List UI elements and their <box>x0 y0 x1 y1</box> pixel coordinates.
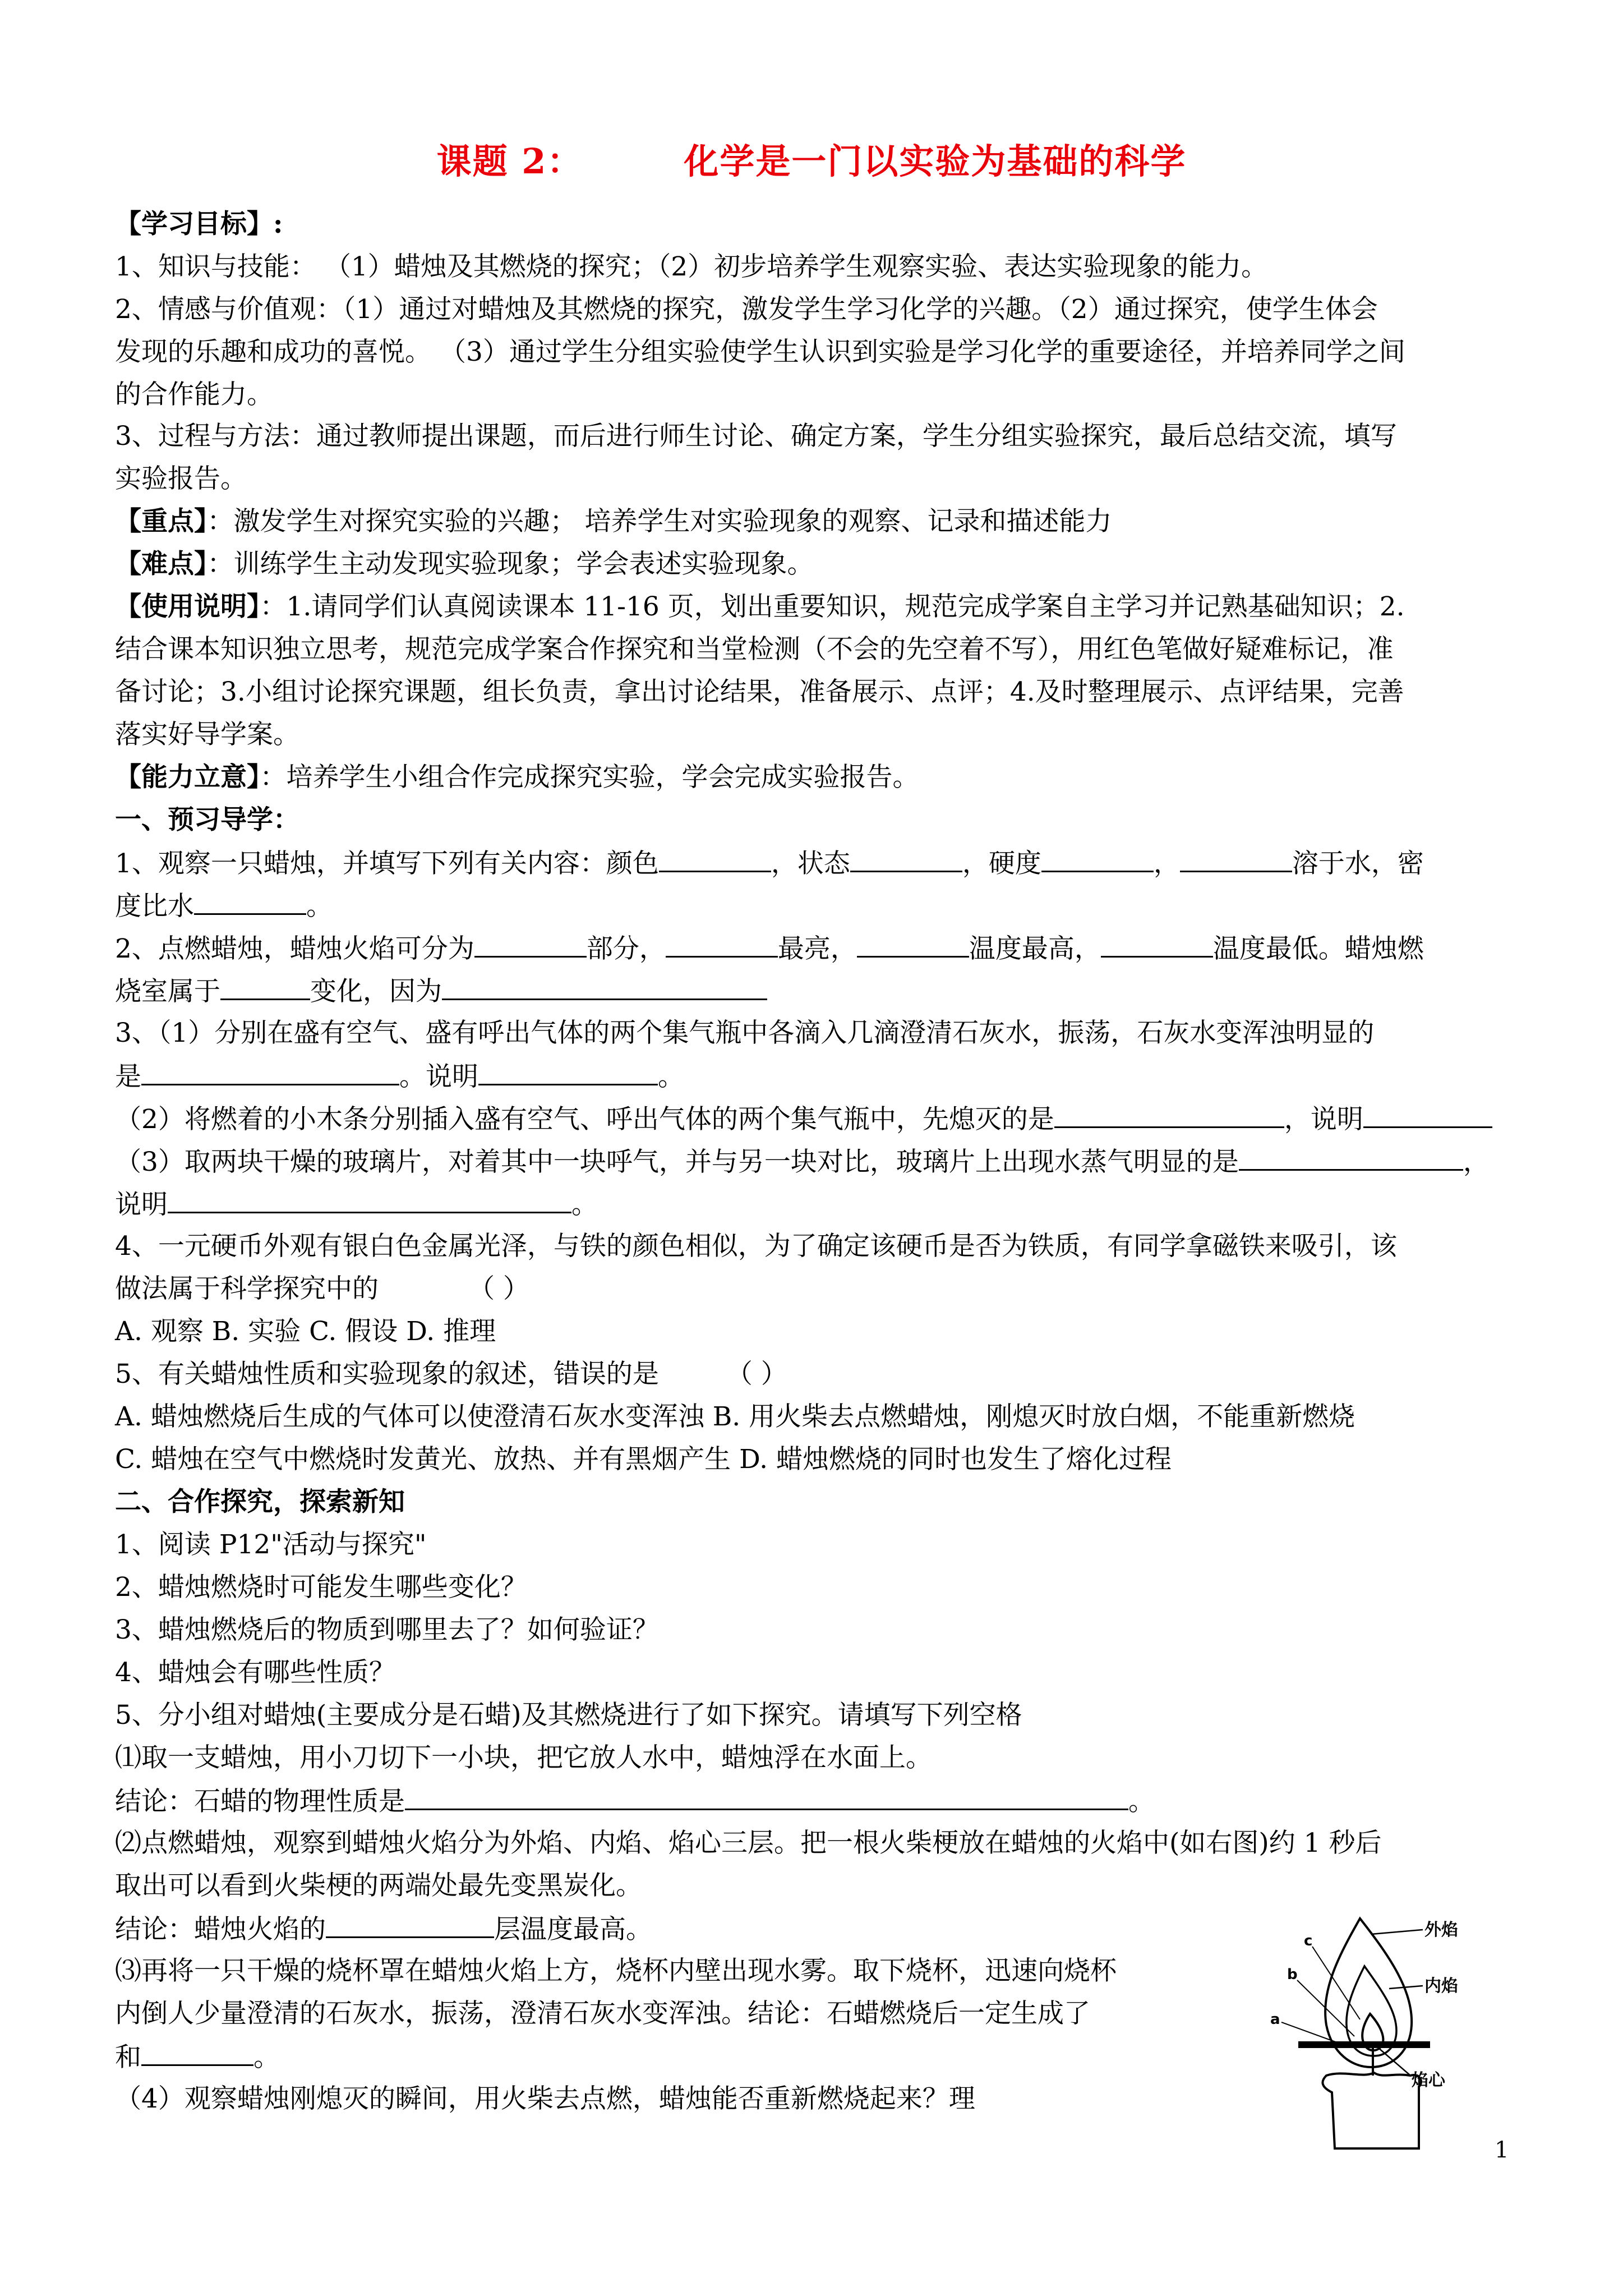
answer-blank[interactable] <box>1180 846 1292 872</box>
usage-2: 结合课本知识独立思考，规范完成学案合作探究和当堂检测（不会的先空着不写），用红色笔做好疑难标记，准 <box>115 634 1394 665</box>
answer-blank[interactable] <box>478 1059 658 1085</box>
question-5: 5、有关蜡烛性质和实验现象的叙述，错误的是 （ ） <box>115 1359 787 1389</box>
question-4a: 4、一元硬币外观有银白色金属光泽，与铁的颜色相似，为了确定该硬币是否为铁质，有同学拿磁铁来吸引，该 <box>115 1231 1397 1262</box>
question-1b: 度比水 。 <box>115 889 333 923</box>
question-4-options: A. 观察 B. 实验 C. 假设 D. 推理 <box>115 1316 496 1347</box>
inquiry-1: 1、阅读 P12"活动与探究" <box>115 1529 427 1560</box>
procedure-4: （4）观察蜡烛刚熄灭的瞬间，用火柴去点燃，蜡烛能否重新燃烧起来？理 <box>115 2083 975 2114</box>
answer-blank[interactable] <box>666 931 778 958</box>
outer-flame-label: 外焰 <box>1424 1920 1458 1940</box>
objective-3a: 3、过程与方法：通过教师提出课题，而后进行师生讨论、确定方案，学生分组实验探究，最后总结交流，填写 <box>115 421 1397 452</box>
question-3e: 说明 。 <box>115 1187 598 1222</box>
procedure-2b: 取出可以看到火柴梗的两端处最先变黑炭化。 <box>115 1870 642 1901</box>
usage-4: 落实好导学案。 <box>115 719 299 750</box>
procedure-3c: 和 。 <box>115 2040 280 2074</box>
procedure-2a: ⑵点燃蜡烛，观察到蜡烛火焰分为外焰、内焰、焰心三层。把一根火柴梗放在蜡烛的火焰中(如右图)约 1 秒后 <box>115 1828 1382 1858</box>
candle-body <box>1322 2073 1421 2148</box>
answer-blank[interactable] <box>168 1187 571 1213</box>
answer-blank[interactable] <box>405 1784 1128 1810</box>
objective-2a: 2、情感与价值观：（1）通过对蜡烛及其燃烧的探究，激发学生学习化学的兴趣。（2）通过探究，使学生体会 <box>115 294 1378 325</box>
inquiry-3: 3、蜡烛燃烧后的物质到哪里去了？如何验证？ <box>115 1614 659 1645</box>
answer-blank[interactable] <box>1041 846 1154 872</box>
objective-1: 1、知识与技能： （1）蜡烛及其燃烧的探究；（2）初步培养学生观察实验、表达实验现象的能力。 <box>115 251 1268 282</box>
question-2a: 2、点燃蜡烛，蜡烛火焰可分为 部分， 最亮， 温度最高， 温度最低。蜡烛燃 <box>115 931 1424 966</box>
label-a: a <box>1270 2011 1280 2028</box>
answer-blank[interactable] <box>442 974 767 1000</box>
difficulty: 【难点】：训练学生主动发现实验现象；学会表述实验现象。 <box>115 549 814 579</box>
objective-2c: 的合作能力。 <box>115 379 273 410</box>
usage-1: 【使用说明】：1.请同学们认真阅读课本 11-16 页，划出重要知识，规范完成学案自主学习并记熟基础知识；2. <box>115 591 1405 622</box>
section2-heading: 二、合作探究，探索新知 <box>115 1487 405 1517</box>
question-2b: 烧室属于 变化，因为 <box>115 974 767 1009</box>
question-5-options-cd: C. 蜡烛在空气中燃烧时发黄光、放热、并有黑烟产生 D. 蜡烛燃烧的同时也发生了熔化过程 <box>115 1444 1172 1475</box>
question-3b: 是 。说明 。 <box>115 1059 684 1094</box>
objectives-heading: 【学习目标】: <box>115 209 283 240</box>
question-1a: 1、观察一只蜡烛，并填写下列有关内容：颜色 ，状态 ，硬度 ， 溶于水，密 <box>115 846 1424 881</box>
question-3a: 3、（1）分别在盛有空气、盛有呼出气体的两个集气瓶中各滴入几滴澄清石灰水，振荡，石灰水变浑浊明显的 <box>115 1018 1375 1048</box>
answer-blank[interactable] <box>857 931 969 958</box>
procedure-3b: 内倒人少量澄清的石灰水，振荡，澄清石灰水变浑浊。结论：石蜡燃烧后一定生成了 <box>115 1998 1090 2029</box>
question-4b: 做法属于科学探究中的 （ ） <box>115 1273 529 1304</box>
inquiry-5: 5、分小组对蜡烛(主要成分是石蜡)及其燃烧进行了如下探究。请填写下列空格 <box>115 1700 1022 1731</box>
inquiry-4: 4、蜡烛会有哪些性质？ <box>115 1657 395 1688</box>
conclusion-2: 结论：蜡烛火焰的 层温度最高。 <box>115 1912 652 1947</box>
inquiry-2: 2、蜡烛燃烧时可能发生哪些变化？ <box>115 1572 527 1603</box>
candle-flame-diagram <box>1259 1907 1511 2154</box>
answer-blank[interactable] <box>659 846 771 872</box>
procedure-1: ⑴取一支蜡烛，用小刀切下一小块，把它放人水中，蜡烛浮在水面上。 <box>115 1742 932 1773</box>
section1-heading: 一、预习导学： <box>115 804 299 835</box>
answer-blank[interactable] <box>194 889 306 915</box>
label-b: b <box>1287 1966 1298 1983</box>
answer-blank[interactable] <box>326 1912 494 1938</box>
key-point: 【重点】：激发学生对探究实验的兴趣； 培养学生对实验现象的观察、记录和描述能力 <box>115 506 1112 537</box>
answer-blank[interactable] <box>850 846 962 872</box>
usage-3: 备讨论；3.小组讨论探究课题，组长负责，拿出讨论结果，准备展示、点评；4.及时整理展示、点评结果，完善 <box>115 677 1404 707</box>
answer-blank[interactable] <box>141 2040 253 2066</box>
flame-core-label: 焰心 <box>1412 2070 1445 2090</box>
answer-blank[interactable] <box>220 974 310 1000</box>
answer-blank[interactable] <box>141 1059 399 1085</box>
answer-blank[interactable] <box>1363 1102 1492 1128</box>
page-number: 1 <box>1495 2137 1509 2163</box>
label-c: c <box>1304 1932 1313 1949</box>
objective-3b: 实验报告。 <box>115 463 247 494</box>
answer-blank[interactable] <box>1239 1144 1463 1171</box>
page-title: 课题 2： 化学是一门以实验为基础的科学 <box>436 141 1187 182</box>
question-3c: （2）将燃着的小木条分别插入盛有空气、呼出气体的两个集气瓶中，先熄灭的是 ，说明 <box>115 1102 1492 1137</box>
answer-blank[interactable] <box>1101 931 1213 958</box>
question-3d: （3）取两块干燥的玻璃片，对着其中一块呼气，并与另一块对比，玻璃片上出现水蒸气明显的是 ， <box>115 1144 1490 1179</box>
ability: 【能力立意】：培养学生小组合作完成探究实验，学会完成实验报告。 <box>115 762 919 793</box>
conclusion-1: 结论：石蜡的物理性质是 。 <box>115 1784 1155 1819</box>
procedure-3a: ⑶再将一只干燥的烧杯罩在蜡烛火焰上方，烧杯内壁出现水雾。取下烧杯，迅速向烧杯 <box>115 1955 1117 1986</box>
objective-2b: 发现的乐趣和成功的喜悦。 （3）通过学生分组实验使学生认识到实验是学习化学的重要途径，并培养同学之间 <box>115 337 1405 367</box>
answer-blank[interactable] <box>474 931 587 958</box>
answer-blank[interactable] <box>1054 1102 1284 1128</box>
question-5-options-ab: A. 蜡烛燃烧后生成的气体可以使澄清石灰水变浑浊 B. 用火柴去点燃蜡烛，刚熄灭时放白烟，不能重新燃烧 <box>115 1401 1355 1432</box>
inner-flame-label: 内焰 <box>1424 1976 1458 1996</box>
